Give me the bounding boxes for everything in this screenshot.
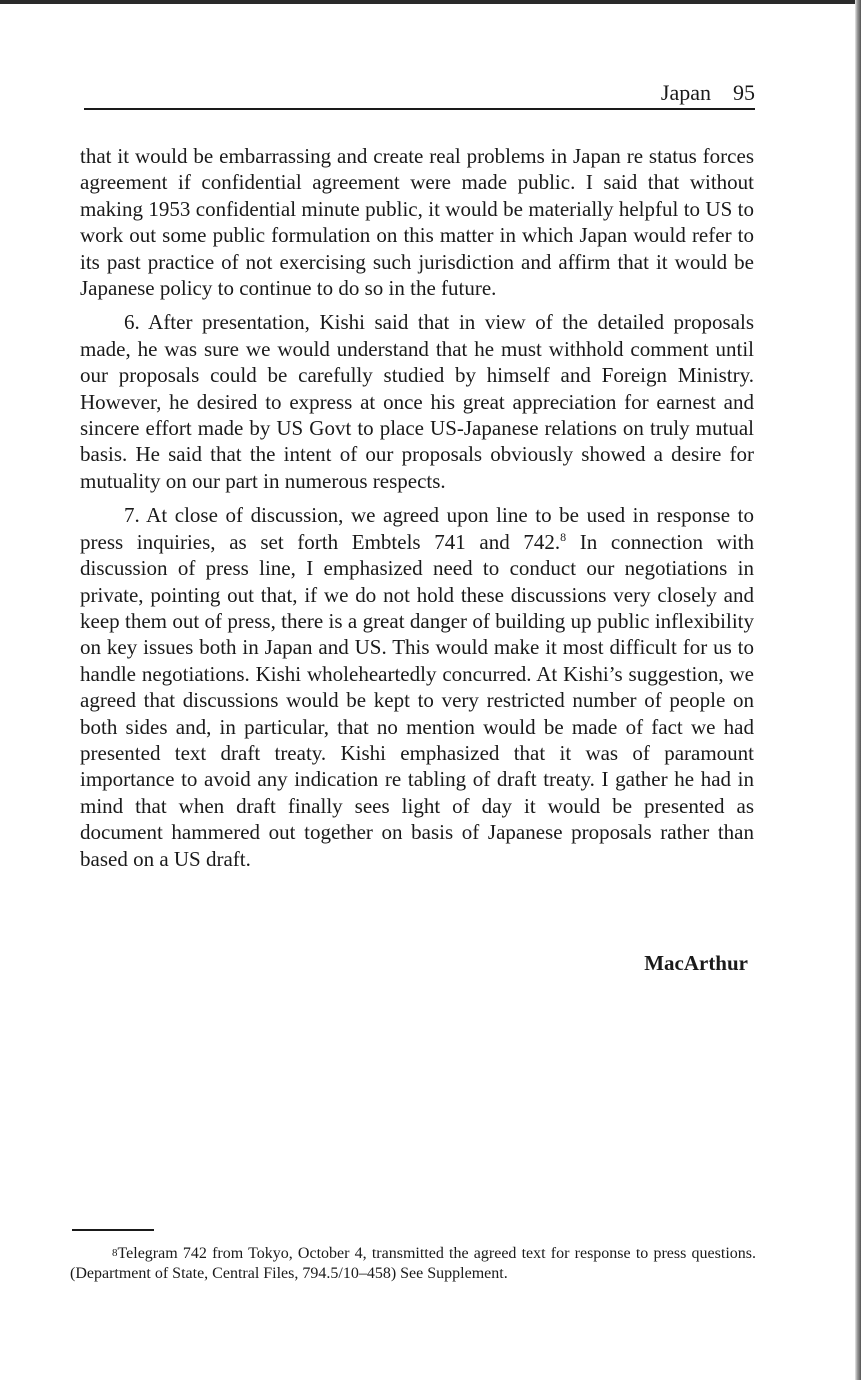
footnote-rule [72, 1229, 154, 1231]
running-header [84, 78, 755, 110]
page-edge-shadow [855, 0, 861, 1380]
footnote [70, 1244, 756, 1284]
paragraph-continued: that it would be embarrassing and create real problems in Japan re status forces agreement if confidential agreement were made public. I said that without making 1953 confidential minute public, it would be materially helpful to US to work out some public formulation on this matter in which Japan would refer to its past practice of not exercising such jurisdiction and affirm that it would be Japanese policy to continue to do so in the future. [80, 144, 754, 301]
running-header-section: Japan [660, 80, 711, 105]
page-number: 95 [733, 80, 755, 105]
main-text [80, 143, 754, 880]
signature: MacArthur [644, 951, 748, 975]
paragraph-6: 6. After presentation, Kishi said that in view of the detailed proposals made, he was sure we would understand that he must withhold comment until our proposals could be carefully studied by himself and Foreign Ministry. However, he desired to express at once his great appreciation for earnest and sincere effort made by US Govt to place US-Japanese relations on truly mutual basis. He said that the intent of our proposals obviously showed a desire for mutuality on our part in numerous respects. [80, 310, 754, 493]
paragraph-7 [80, 502, 754, 872]
page-top-border [0, 0, 861, 4]
footnote-number: 8 [112, 1247, 118, 1259]
footnote-reference[interactable]: 8 [560, 529, 567, 544]
footnote-text: Telegram 742 from Tokyo, October 4, transmitted the agreed text for response to press questions. (Department of State, Central Files, 794.5/10–458) See Supplement. [70, 1245, 756, 1282]
paragraph-7-text-start: 7. At close of discussion, we agreed upon line to be used in response to press inquiries, as set forth Embtels 741 and 742. [80, 503, 754, 554]
paragraph-7-text-end: In connection with discussion of press line, I emphasized need to conduct our negotiations in private, pointing out that, if we do not hold these discussions very closely and keep them out of press, there is a great danger of building up public inflexibility on key issues both in Japan and US. This would make it most difficult for us to handle negotiations. Kishi wholeheartedly concurred. At Kishi’s suggestion, we agreed that discussions would be kept to very restricted number of people on both sides and, in particular, that no mention would be made of fact we had presented text draft treaty. Kishi emphasized that it was of paramount importance to avoid any indication re tabling of draft treaty. I gather he had in mind that when draft finally sees light of day it would be presented as document hammered out together on basis of Japanese proposals rather than based on a US draft. [80, 529, 755, 871]
